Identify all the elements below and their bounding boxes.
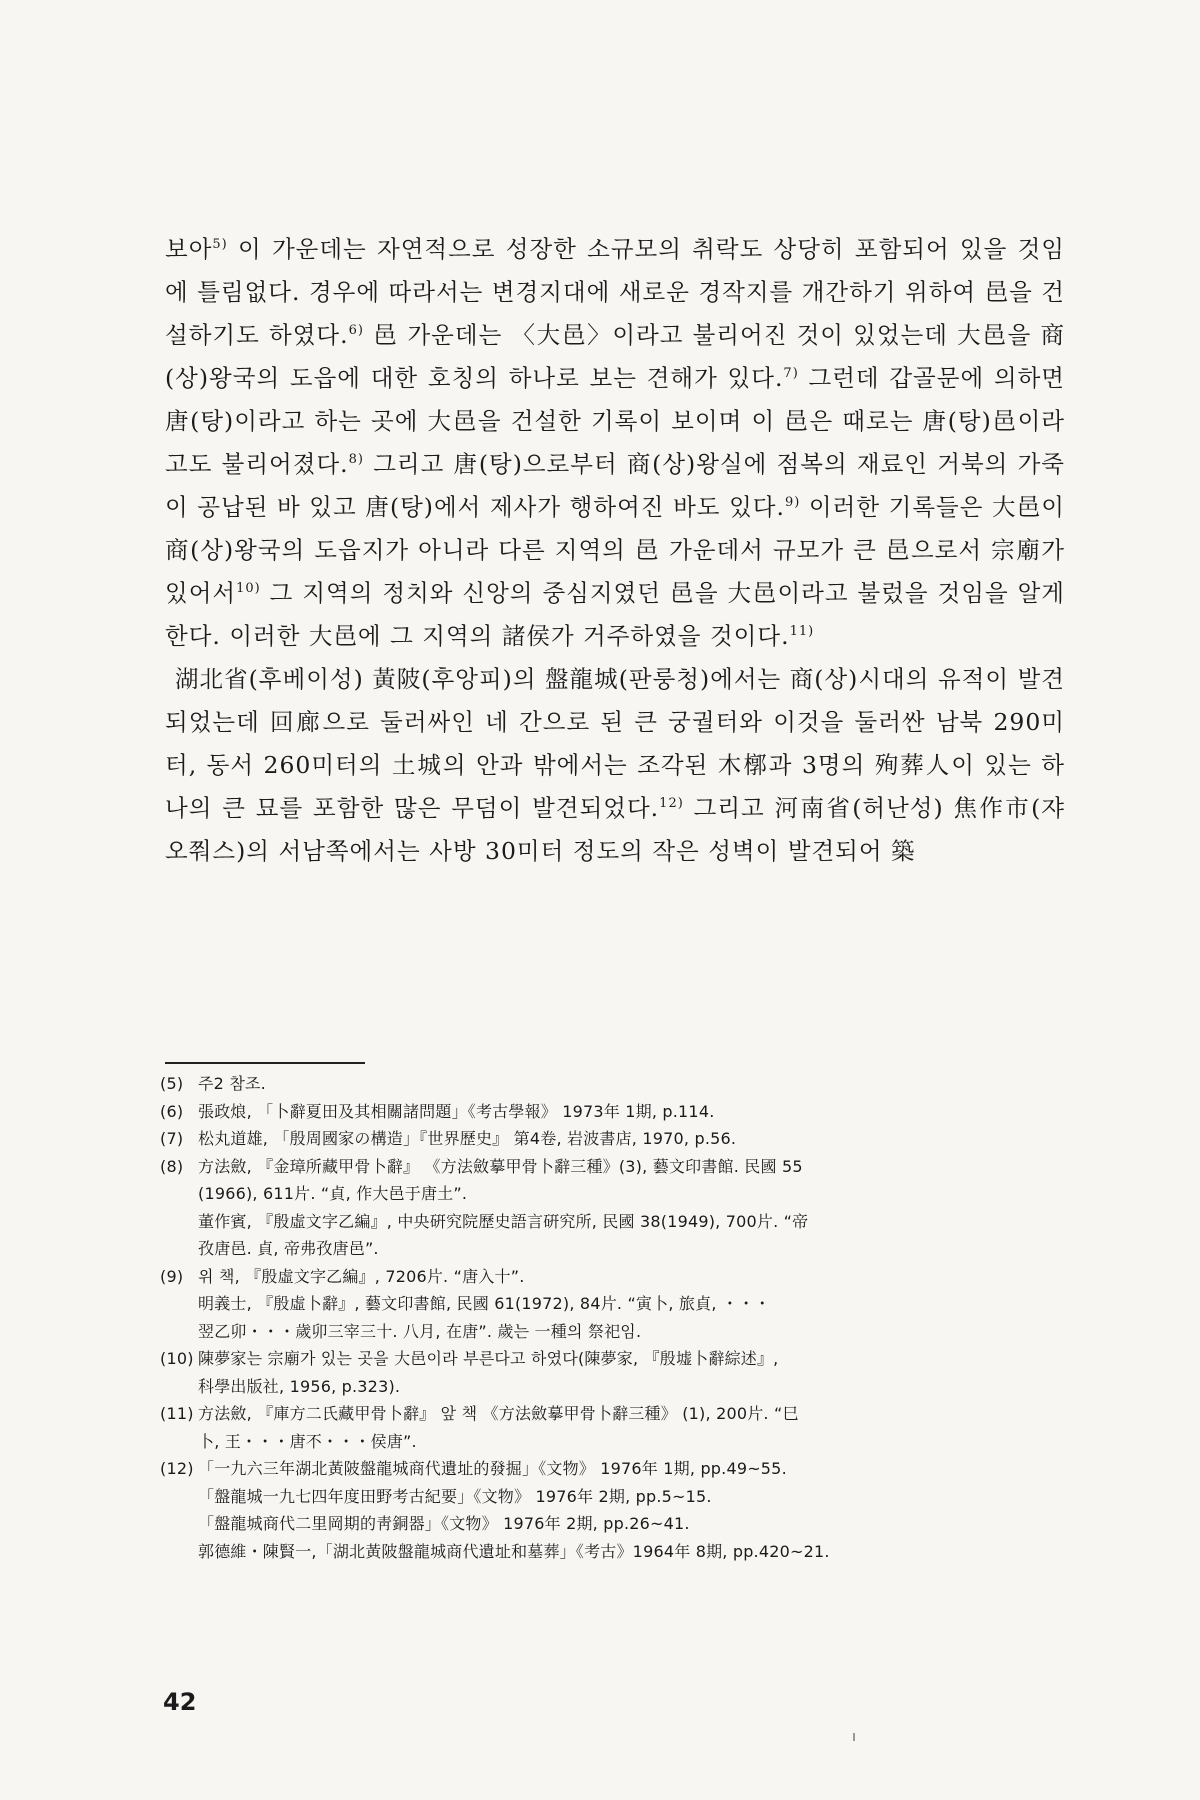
footnote-item bbox=[160, 1098, 1070, 1126]
scan-speck bbox=[853, 1733, 855, 1741]
footnote-text: 위 책, 『殷虛文字乙編』, 7206片. “唐入十”. bbox=[198, 1266, 525, 1286]
footnote-text: 松丸道雄, 「殷周國家の構造」『世界歷史』 第4卷, 岩波書店, 1970, p.56. bbox=[198, 1129, 737, 1148]
page-number: 42 bbox=[163, 1688, 197, 1716]
footnote-continuation: 翌乙卯・・・歲卯三宰三十. 八月, 在唐”. 歲는 一種의 祭祀임. bbox=[198, 1321, 642, 1341]
footnote-text: 「一九六三年湖北黃陂盤龍城商代遺址的發掘」《文物》 1976年 1期, pp.49~55. bbox=[198, 1459, 787, 1478]
footnote-number: (5) bbox=[160, 1074, 184, 1093]
text-span: 그런데 갑골문에 의하면 唐(탕)이라고 하는 곳에 大邑을 건설한 기록이 보이며 이 邑은 때로는 唐(탕)邑이라고도 불리어졌다. bbox=[165, 364, 1065, 478]
footnote-ref[interactable]: 5) bbox=[212, 237, 228, 253]
footnote-text: 陳夢家는 宗廟가 있는 곳을 大邑이라 부른다고 하였다(陳夢家, 『殷墟卜辭綜述』, bbox=[198, 1349, 779, 1368]
footnote-item bbox=[160, 1400, 1070, 1455]
footnote-number: (9) bbox=[160, 1266, 184, 1286]
footnotes bbox=[160, 1070, 1070, 1565]
footnote-item bbox=[160, 1263, 1070, 1346]
footnote-ref[interactable]: 6) bbox=[348, 323, 364, 339]
footnote-continuation: 「盤龍城一九七四年度田野考古紀要」《文物》 1976年 2期, pp.5~15. bbox=[198, 1486, 712, 1506]
footnote-ref[interactable]: 10) bbox=[236, 581, 261, 597]
footnote-text: 方法斂, 『金璋所藏甲骨卜辭』 《方法斂摹甲骨卜辭三種》(3), 藝文印書館. 民國 55 bbox=[198, 1156, 803, 1176]
footnote-continuation: 郭德維・陳賢一,「湖北黃陂盤龍城商代遺址和墓葬」《考古》1964年 8期, pp.420~21. bbox=[198, 1541, 830, 1561]
footnote-continuation: 卜, 王・・・唐不・・・侯唐”. bbox=[198, 1431, 417, 1451]
footnote-continuation: 董作賓, 『殷虛文字乙編』, 中央硏究院歷史語言硏究所, 民國 38(1949), 700片. “帝 bbox=[198, 1211, 809, 1231]
text-span: 이 가운데는 자연적으로 성장한 소규모의 취락도 상당히 포함되어 있을 것임에 틀림없다. 경우에 따라서는 변경지대에 새로운 경작지를 개간하기 위하여 邑을 건설하기도 하였다. bbox=[165, 235, 1065, 349]
footnote-text: 方法斂, 『庫方二氏藏甲骨卜辭』 앞 책 《方法斂摹甲骨卜辭三種》 (1), 200片. “巳 bbox=[198, 1404, 799, 1423]
footnote-item bbox=[160, 1070, 1070, 1098]
footnote-ref[interactable]: 12) bbox=[659, 796, 684, 812]
footnote-continuation: (1966), 611片. “貞, 作大邑于唐土”. bbox=[198, 1184, 468, 1203]
footnote-number: (6) bbox=[160, 1101, 184, 1121]
footnote-continuation: 孜唐邑. 貞, 帝弗孜唐邑”. bbox=[198, 1239, 379, 1258]
footnote-item bbox=[160, 1125, 1070, 1153]
footnote-number: (12) bbox=[160, 1459, 194, 1478]
footnote-text: 張政烺, 「卜辭夏田及其相關諸問題」《考古學報》 1973年 1期, p.114. bbox=[198, 1101, 715, 1121]
footnote-continuation: 明義士, 『殷虛卜辭』, 藝文印書館, 民國 61(1972), 84片. “寅卜, 旅貞, ・・・ bbox=[198, 1294, 771, 1313]
footnote-item bbox=[160, 1455, 1070, 1565]
text-span: 이러한 기록들은 大邑이 商(상)왕국의 도읍지가 아니라 다른 지역의 邑 가운데서 규모가 큰 邑으로서 宗廟가 있어서 bbox=[165, 493, 1065, 607]
paragraph-2 bbox=[165, 658, 1065, 873]
main-body-text bbox=[165, 228, 1065, 873]
footnote-number: (11) bbox=[160, 1404, 194, 1423]
footnote-ref[interactable]: 11) bbox=[789, 624, 815, 640]
text-span: 보아 bbox=[165, 235, 213, 263]
footnote-item bbox=[160, 1153, 1070, 1263]
footnote-ref[interactable]: 8) bbox=[348, 452, 364, 468]
footnote-continuation: 「盤龍城商代二里岡期的靑銅器」《文物》 1976年 2期, pp.26~41. bbox=[198, 1514, 690, 1533]
footnote-ref[interactable]: 7) bbox=[783, 366, 799, 382]
footnote-divider bbox=[165, 1062, 365, 1064]
text-span: 그리고 河南省(허난성) 焦作市(쟈오쭤스)의 서남쪽에서는 사방 30미터 정도의 작은 성벽이 발견되어 築 bbox=[165, 794, 1065, 865]
footnote-ref[interactable]: 9) bbox=[784, 495, 801, 511]
footnote-continuation: 科學出版社, 1956, p.323). bbox=[198, 1376, 401, 1396]
text-span: 그 지역의 정치와 신앙의 중심지였던 邑을 大邑이라고 불렀을 것임을 알게 한다. 이러한 大邑에 그 지역의 諸侯가 거주하였을 것이다. bbox=[165, 579, 1065, 650]
footnote-number: (7) bbox=[160, 1129, 184, 1148]
text-span: 그리고 唐(탕)으로부터 商(상)왕실에 점복의 재료인 거북의 가죽이 공납된 바 있고 唐(탕)에서 제사가 행하여진 바도 있다. bbox=[165, 450, 1065, 521]
footnote-number: (10) bbox=[160, 1349, 194, 1368]
footnote-text: 주2 참조. bbox=[198, 1074, 266, 1093]
footnote-number: (8) bbox=[160, 1156, 184, 1176]
footnote-item bbox=[160, 1345, 1070, 1400]
text-span: 湖北省(후베이성) 黃陂(후앙피)의 盤龍城(판룽청)에서는 商(상)시대의 유적이 발견되었는데 回廊으로 둘러싸인 네 간으로 된 큰 궁궐터와 이것을 둘러싼 남북 290미터, 동서 260미터의 土城의 안과 밖에서는 조각된 木槨과 3명의 殉葬人이 있는 하나의 큰 묘를 포함한 많은 무덤이 발견되었다. bbox=[165, 665, 1065, 822]
text-span: 邑 가운데는 〈大邑〉이라고 불리어진 것이 있었는데 大邑을 商(상)왕국의 도읍에 대한 호칭의 하나로 보는 견해가 있다. bbox=[165, 321, 1065, 392]
paragraph-1 bbox=[165, 228, 1065, 658]
